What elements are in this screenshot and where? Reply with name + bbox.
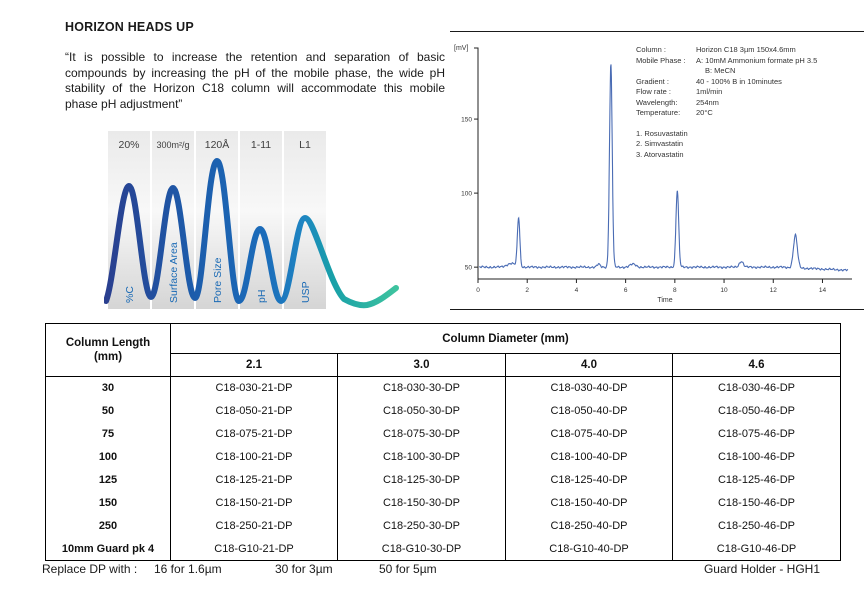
table-row bbox=[46, 377, 841, 400]
axis-tick-label: 50 bbox=[464, 264, 472, 272]
part-number-cell: C18-075-46-DP bbox=[673, 423, 841, 446]
part-number-cell: C18-050-30-DP bbox=[338, 400, 506, 423]
part-number-cell: C18-250-21-DP bbox=[215, 520, 293, 532]
column-length-header-line1: Column Length bbox=[65, 337, 151, 349]
condition-row bbox=[636, 56, 862, 77]
column-length-header bbox=[46, 324, 171, 377]
condition-row bbox=[636, 87, 862, 98]
wave-top-label: 20% bbox=[118, 139, 140, 151]
axis-tick-label: 100 bbox=[461, 190, 472, 198]
axis-tick-label: 0 bbox=[476, 287, 480, 294]
part-number-cell: C18-125-21-DP bbox=[215, 474, 293, 486]
column-length-cell: 10mm Guard pk 4 bbox=[46, 538, 171, 561]
column-length-cell: 150 bbox=[46, 492, 171, 515]
part-number-cell: C18-050-40-DP bbox=[506, 400, 673, 423]
part-number-cell: C18-G10-46-DP bbox=[673, 538, 841, 561]
part-number-cell: C18-100-21-DP bbox=[215, 451, 293, 463]
axis-tick-label: 6 bbox=[623, 287, 628, 294]
column-length-header-line2: (mm) bbox=[93, 351, 123, 363]
peak-list bbox=[636, 129, 862, 161]
axis-tick-label: 8 bbox=[673, 287, 677, 294]
axis-tick-label: 2 bbox=[525, 287, 530, 294]
condition-label: Mobile Phase : bbox=[636, 55, 686, 65]
peak-list-item: 3. Atorvastatin bbox=[636, 149, 684, 159]
part-number-cell: C18-125-30-DP bbox=[338, 469, 506, 492]
guard-holder-note: Guard Holder - HGH1 bbox=[703, 562, 820, 576]
part-number-cell: C18-030-40-DP bbox=[506, 377, 673, 400]
part-number-cell: C18-250-40-DP bbox=[506, 515, 673, 538]
part-number-cell: C18-250-46-DP bbox=[673, 515, 841, 538]
axis-tick-label: 12 bbox=[769, 287, 777, 294]
diameter-subheader: 4.0 bbox=[506, 354, 673, 377]
column-length-cell: 100 bbox=[46, 446, 171, 469]
wave-bottom-label: pH bbox=[256, 289, 268, 303]
y-axis-label: [mV] bbox=[454, 45, 469, 52]
x-axis-label: Time bbox=[657, 297, 673, 304]
column-length-cell: 250 bbox=[46, 515, 171, 538]
part-number-cell: C18-150-40-DP bbox=[506, 492, 673, 515]
column-length-cell: 50 bbox=[46, 400, 171, 423]
part-number-cell: C18-050-21-DP bbox=[215, 405, 293, 417]
part-number-cell: C18-125-40-DP bbox=[506, 469, 673, 492]
peak-list-item: 1. Rosuvastatin bbox=[636, 128, 688, 138]
part-number-cell: C18-030-21-DP bbox=[215, 382, 293, 395]
wave-bottom-label: USP bbox=[300, 281, 312, 303]
replace-dp-label: Replace DP with : bbox=[42, 562, 138, 576]
replacement-note: 16 for 1.6µm bbox=[154, 562, 222, 576]
condition-label: Gradient : bbox=[636, 76, 669, 86]
axis-tick-label: 14 bbox=[818, 287, 827, 294]
part-number-cell: C18-100-30-DP bbox=[338, 446, 506, 469]
table-row bbox=[46, 515, 841, 538]
part-number-cell: C18-G10-21-DP bbox=[214, 542, 294, 555]
part-number-cell: C18-075-40-DP bbox=[506, 423, 673, 446]
axis-tick-label: 10 bbox=[720, 287, 728, 294]
condition-value: 20°C bbox=[696, 108, 713, 117]
column-diameter-header: Column Diameter (mm) bbox=[171, 324, 841, 354]
column-length-cell: 125 bbox=[46, 469, 171, 492]
condition-label: Flow rate : bbox=[636, 87, 672, 96]
part-number-cell: C18-150-21-DP bbox=[215, 497, 293, 509]
column-length-cell: 75 bbox=[46, 423, 171, 446]
condition-label: Column : bbox=[636, 45, 667, 54]
column-length-cell: 30 bbox=[46, 377, 171, 400]
table-row bbox=[46, 400, 841, 423]
part-number-cell: C18-075-21-DP bbox=[215, 428, 293, 440]
condition-value: 1ml/min bbox=[696, 87, 723, 96]
heads-up-quote: “It is possible to increase the retention and separation of basic compounds by increasing the pH of the mobile phase, the wide pH stability of the Horizon C18 column will accommodate this mobile phase pH adjustment” bbox=[65, 50, 445, 111]
part-number-cell: C18-150-30-DP bbox=[338, 492, 506, 515]
part-number-cell: C18-050-46-DP bbox=[673, 400, 841, 423]
wave-bottom-label: Pore Size bbox=[212, 257, 224, 303]
condition-row bbox=[636, 98, 862, 109]
wave-top-label: 120Å bbox=[204, 139, 230, 151]
wave-bottom-label: %C bbox=[124, 286, 136, 303]
chromatogram-panel bbox=[450, 31, 864, 310]
table-row bbox=[46, 492, 841, 515]
footer bbox=[42, 562, 820, 578]
condition-row bbox=[636, 108, 862, 119]
table-row bbox=[46, 446, 841, 469]
condition-value: 40 - 100% B in 10minutes bbox=[696, 76, 782, 86]
part-number-cell: C18-125-46-DP bbox=[673, 469, 841, 492]
axis-tick-label: 150 bbox=[461, 116, 472, 124]
condition-label: Temperature: bbox=[636, 108, 681, 117]
part-number-cell: C18-G10-30-DP bbox=[338, 538, 506, 561]
condition-value: A: 10mM Ammonium formate pH 3.5 B: MeCN bbox=[696, 55, 818, 75]
wave-svg bbox=[104, 131, 400, 315]
peak-list-item: 2. Simvastatin bbox=[636, 139, 684, 148]
condition-row bbox=[636, 45, 862, 56]
part-number-cell: C18-G10-40-DP bbox=[506, 538, 673, 561]
part-number-cell: C18-100-46-DP bbox=[673, 446, 841, 469]
heads-up-title: HORIZON HEADS UP bbox=[65, 20, 194, 34]
wave-bottom-label: Surface Area bbox=[168, 242, 180, 303]
part-number-cell: C18-150-46-DP bbox=[673, 492, 841, 515]
part-number-cell: C18-250-30-DP bbox=[338, 515, 506, 538]
diameter-subheader: 2.1 bbox=[171, 354, 338, 377]
replacement-note: 30 for 3µm bbox=[275, 562, 333, 576]
table-row bbox=[46, 469, 841, 492]
part-number-cell: C18-030-30-DP bbox=[338, 377, 506, 400]
condition-value: 254nm bbox=[696, 97, 719, 107]
condition-value: Horizon C18 3µm 150x4.6mm bbox=[696, 45, 796, 54]
part-number-cell: C18-030-46-DP bbox=[673, 377, 841, 400]
wave-top-label: 1-11 bbox=[250, 139, 272, 151]
part-number-table bbox=[45, 323, 841, 561]
wave-top-label: 300m²/g bbox=[156, 140, 190, 150]
part-number-cell: C18-075-30-DP bbox=[338, 423, 506, 446]
replacement-note: 50 for 5µm bbox=[379, 562, 437, 576]
wave-top-label: L1 bbox=[299, 139, 311, 151]
table-row bbox=[46, 423, 841, 446]
column-spec-wave-graphic bbox=[104, 131, 400, 315]
diameter-subheader: 4.6 bbox=[673, 354, 841, 377]
diameter-subheader: 3.0 bbox=[338, 354, 506, 377]
condition-row bbox=[636, 77, 862, 88]
condition-label: Wavelength: bbox=[636, 97, 678, 107]
part-number-cell: C18-100-40-DP bbox=[506, 446, 673, 469]
chromatogram-conditions bbox=[636, 45, 862, 160]
axis-tick-label: 4 bbox=[574, 287, 579, 294]
table-row bbox=[46, 538, 841, 561]
